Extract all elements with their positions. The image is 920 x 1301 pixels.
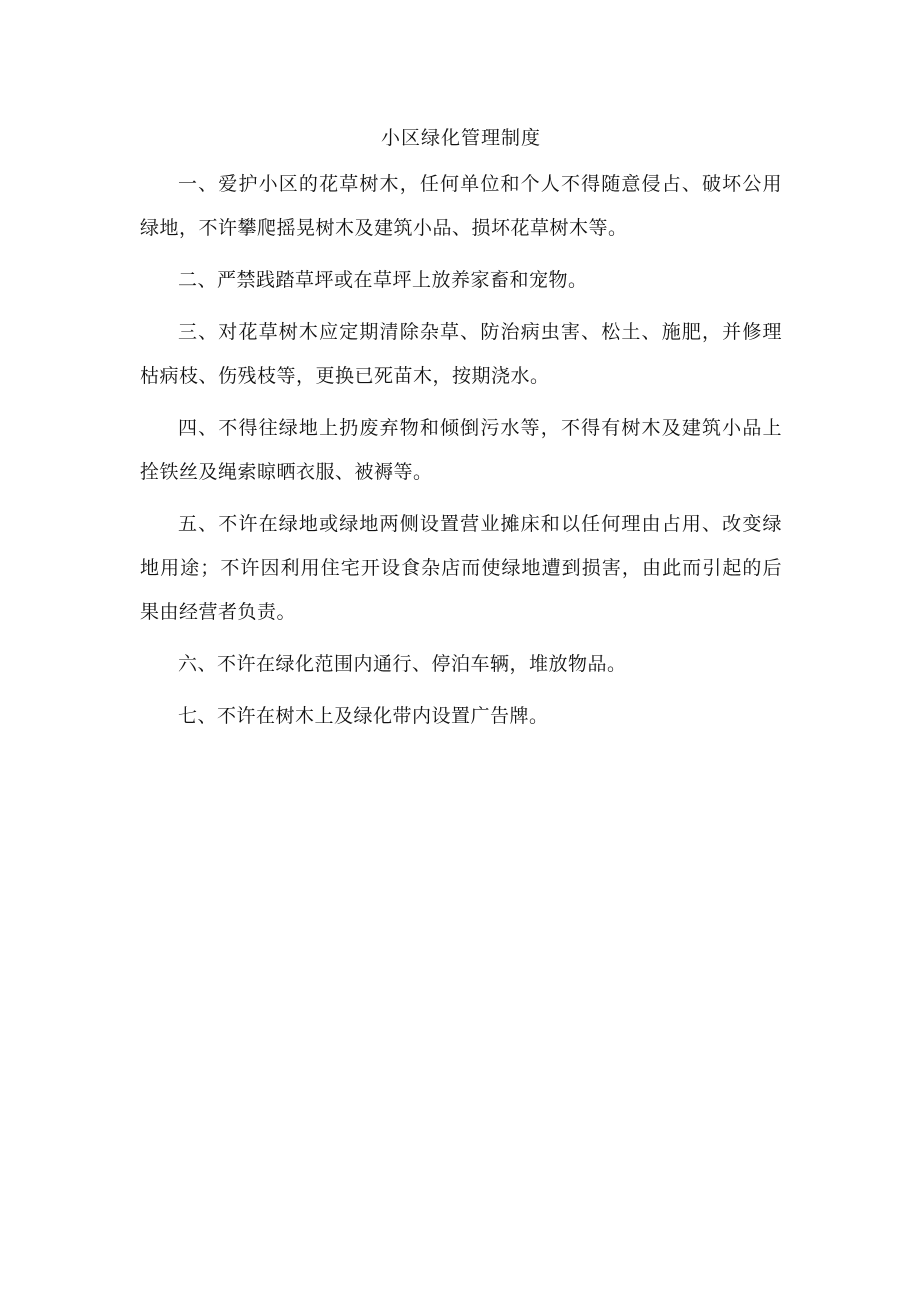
paragraph-5: 五、不许在绿地或绿地两侧设置营业摊床和以任何理由占用、改变绿地用途；不许因利用住宅开设食杂店而使绿地遭到损害，由此而引起的后果由经营者负责。 [140,513,782,623]
paragraph-6: 六、不许在绿化范围内通行、停泊车辆，堆放物品。 [178,653,627,675]
paragraph-1: 一、爱护小区的花草树木，任何单位和个人不得随意侵占、破坏公用绿地，不许攀爬摇晃树木及建筑小品、损坏花草树木等。 [140,173,782,239]
paragraph-4: 四、不得往绿地上扔废弃物和倾倒污水等，不得有树木及建筑小品上拴铁丝及绳索晾晒衣服、被褥等。 [140,417,782,483]
paragraph-3: 三、对花草树木应定期清除杂草、防治病虫害、松土、施肥，并修理枯病枝、伤残枝等，更换已死苗木，按期浇水。 [140,321,782,387]
paragraph-7: 七、不许在树木上及绿化带内设置广告牌。 [178,705,549,727]
document-title: 小区绿化管理制度 [380,127,541,149]
document-body [140,118,782,746]
paragraph-2: 二、严禁践踏草坪或在草坪上放养家畜和宠物。 [178,269,588,291]
